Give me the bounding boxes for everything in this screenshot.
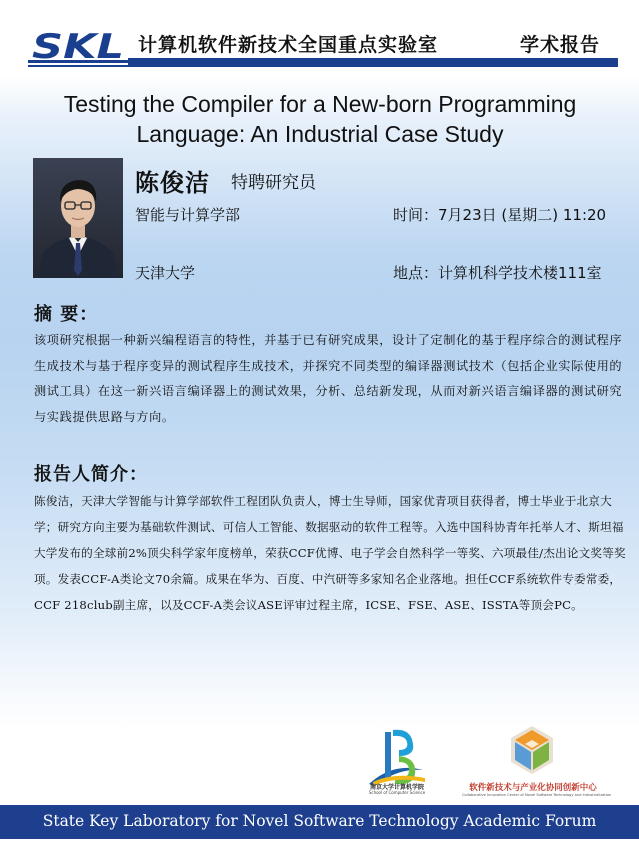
svg-text:SKL: SKL — [32, 30, 124, 67]
talk-title-line2: Language: An Industrial Case Study — [136, 121, 504, 147]
speaker-photo — [33, 158, 123, 278]
lab-name: 计算机软件新技术全国重点实验室 — [138, 34, 439, 56]
header-divider — [128, 58, 618, 67]
event-type-label: 学术报告 — [520, 34, 601, 56]
speaker-title: 特聘研究员 — [231, 173, 316, 193]
nju-cs-name: 南京大学计算机学院 — [369, 784, 424, 791]
skl-logo — [28, 30, 128, 70]
bio-text: 陈俊洁，天津大学智能与计算学部软件工程团队负责人，博士生导师，国家优青项目获得者，博士毕业于北京大学；研究方向主要为基础软件测试、可信人工智能、数据驱动的软件工程等。入选中国科协青年托举人才、斯坦福大学发布的全球前2%顶尖科学家年度榜单，荣获CCF优博、电子学会自然科学一等奖、六项最佳/杰出论文奖等奖项。发表CCF-A类论文70余篇。成果在华为、百度、中汽研等多家知名企业落地。担任CCF系统软件专委常委，CCF 218club副主席，以及CCF-A类会议ASE评审过程主席，ICSE、FSE、ASE、ISSTA等顶会PC。 — [34, 494, 626, 612]
speaker-name: 陈俊洁 — [135, 168, 210, 197]
talk-title — [20, 89, 620, 149]
abstract-text: 该项研究根据一种新兴编程语言的特性，并基于已有研究成果，设计了定制化的基于程序综合的测试程序生成技术与基于程序变异的测试程序生成技术，并探究不同类型的编译器测试技术（包括企业实际使用的测试工具）在这一新兴语言编译器上的测试效果，分析、总结新发现，从而对新兴语言编译器的测试研究与实践提供思路与方向。 — [34, 333, 623, 424]
speaker-university: 天津大学 — [135, 264, 196, 282]
talk-title-line1: Testing the Compiler for a New-born Programming — [63, 91, 577, 117]
speaker-department: 智能与计算学部 — [135, 206, 241, 224]
nju-cs-name-en: School of Computer Science — [368, 790, 426, 795]
innovation-center-name-en: Collaborative Innovation Center of Novel Software Technology and Industrialization — [462, 793, 612, 797]
event-location: 地点：计算机科学技术楼111室 — [393, 264, 602, 282]
event-time: 时间：7月23日 (星期二) 11:20 — [393, 206, 607, 224]
innovation-center-logo — [503, 722, 561, 780]
innovation-center-name: 软件新技术与产业化协同创新中心 — [469, 783, 597, 793]
bio-heading: 报告人简介： — [34, 464, 148, 485]
footer-text: State Key Laboratory for Novel Software Technology Academic Forum — [42, 812, 597, 830]
abstract-heading: 摘 要： — [34, 304, 99, 325]
